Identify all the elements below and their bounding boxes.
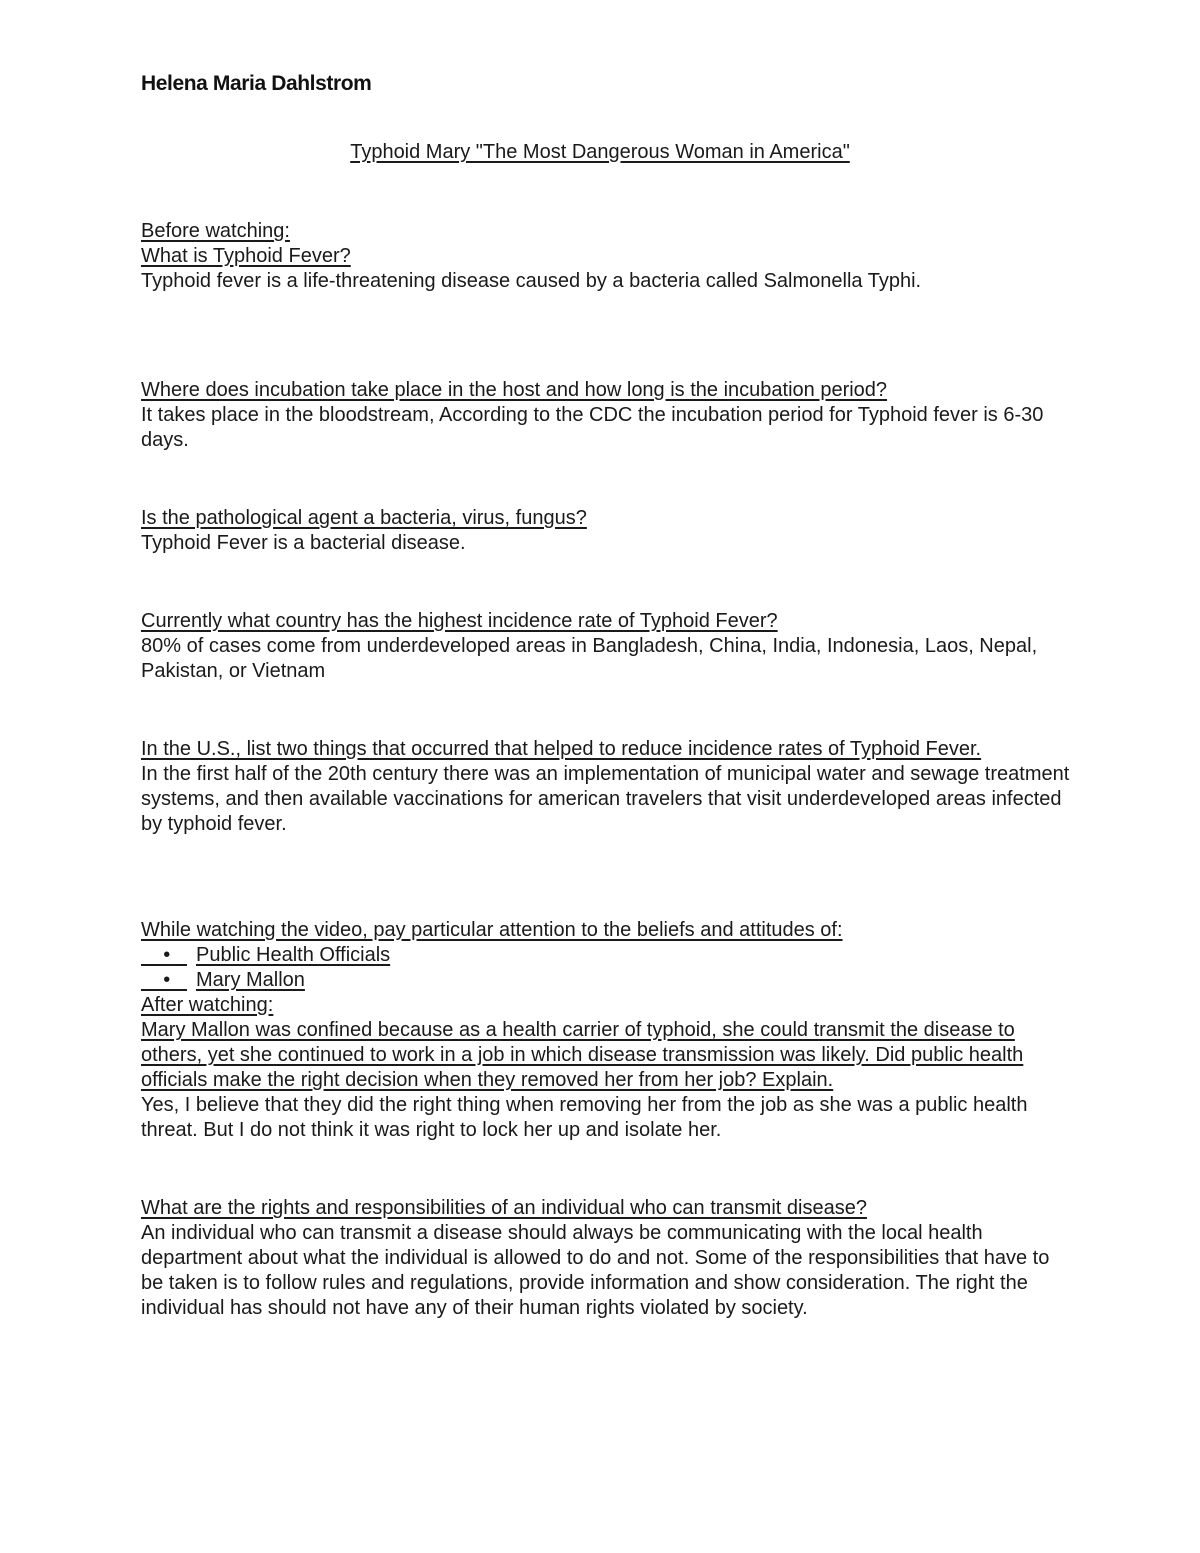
answer-rights-responsibilities: An individual who can transmit a disease should always be communicating with the local health department about what the individual is allowed to do and not. Some of the responsibilities that have to be taken is to follow rules and regulations, provide information and show consideration. The right the individual has should not have any of their human rights violated by society.: [141, 1222, 1050, 1319]
document-body: [141, 219, 1071, 1321]
question-highest-incidence: Currently what country has the highest incidence rate of Typhoid Fever?: [141, 610, 778, 632]
bullet-icon: •: [163, 944, 171, 966]
attention-item-public-health-officials: Public Health Officials: [196, 944, 391, 966]
answer-confinement: Yes, I believe that they did the right thing when removing her from the job as she was a public health threat. But I do not think it was right to lock her up and isolate her.: [141, 1094, 1028, 1141]
document-title: Typhoid Mary "The Most Dangerous Woman in America": [350, 141, 850, 163]
attention-item-mary-mallon: Mary Mallon: [196, 969, 305, 991]
question-confinement: Mary Mallon was confined because as a health carrier of typhoid, she could transmit the disease to others, yet she continued to work in a job in which disease transmission was likely. Did public health officials make the right decision when they removed her from her job? Explain.: [141, 1019, 1024, 1091]
bullet-icon: •: [163, 969, 171, 991]
list-item: [141, 968, 1071, 993]
spacer: [141, 684, 1071, 734]
question-incubation: Where does incubation take place in the host and how long is the incubation period?: [141, 379, 888, 401]
spacer: [141, 453, 1071, 503]
while-watching-prompt: While watching the video, pay particular attention to the beliefs and attitudes of:: [141, 919, 843, 941]
question-us-reduction: In the U.S., list two things that occurred that helped to reduce incidence rates of Typhoid Fever.: [141, 738, 982, 760]
attention-list: [141, 943, 1071, 993]
answer-us-reduction: In the first half of the 20th century there was an implementation of municipal water and sewage treatment systems, and then available vaccinations for american travelers that visit underdeveloped areas infected by typhoid fever.: [141, 763, 1070, 835]
question-rights-responsibilities: What are the rights and responsibilities of an individual who can transmit disease?: [141, 1197, 867, 1219]
answer-typhoid-fever: Typhoid fever is a life-threatening disease caused by a bacteria called Salmonella Typhi.: [141, 270, 922, 292]
author-name: Helena Maria Dahlstrom: [141, 72, 372, 95]
spacer: [141, 837, 1071, 912]
spacer: [141, 369, 1071, 378]
spacer: [141, 294, 1071, 369]
list-item: [141, 943, 1071, 968]
after-watching-heading: After watching:: [141, 994, 274, 1016]
answer-highest-incidence: 80% of cases come from underdeveloped areas in Bangladesh, China, India, Indonesia, Laos, Nepal, Pakistan, or Vietnam: [141, 635, 1038, 682]
spacer: [141, 556, 1071, 606]
before-watching-heading: Before watching:: [141, 220, 290, 242]
spacer: [141, 1143, 1071, 1193]
question-pathological-agent: Is the pathological agent a bacteria, virus, fungus?: [141, 507, 587, 529]
answer-pathological-agent: Typhoid Fever is a bacterial disease.: [141, 532, 466, 554]
answer-incubation: It takes place in the bloodstream, According to the CDC the incubation period for Typhoid fever is 6-30 days.: [141, 404, 1044, 451]
question-typhoid-fever: What is Typhoid Fever?: [141, 245, 351, 267]
